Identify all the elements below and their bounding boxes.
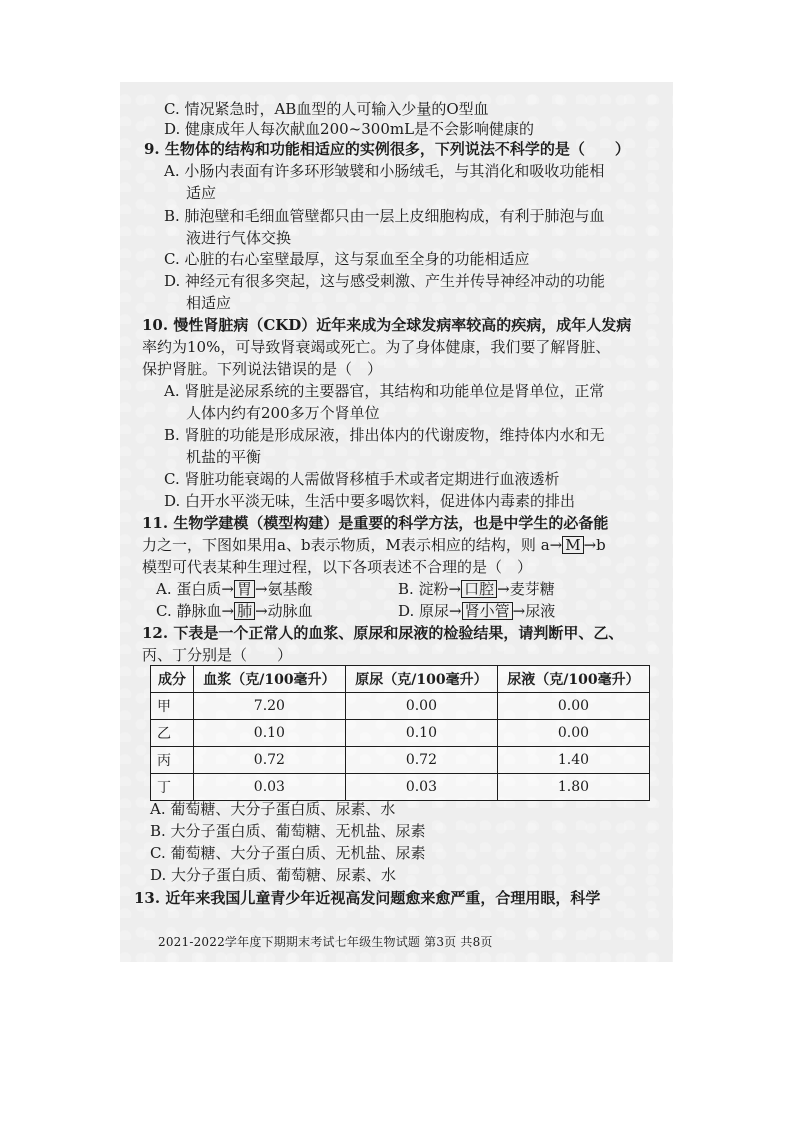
q10-stem-2: 率约为10%，可导致肾衰竭或死亡。为了身体健康，我们要了解肾脏、 (142, 338, 611, 356)
q9-option-a: A. 小肠内表面有许多环形皱襞和小肠绒毛，与其消化和吸收功能相 (164, 162, 605, 180)
table-header: 原尿（克/100毫升） (345, 666, 497, 693)
table-header: 血浆（克/100毫升） (193, 666, 345, 693)
q11-stem-2-text: 力之一，下图如果用a、b表示物质，M表示相应的结构，则 (142, 536, 536, 554)
q10-option-c: C. 肾脏功能衰竭的人需做肾移植手术或者定期进行血液透析 (164, 470, 560, 488)
q10-option-d: D. 白开水平淡无味，生活中要多喝饮料，促进体内毒素的排出 (164, 492, 576, 510)
model-b-arrow: →b (583, 536, 606, 554)
q11-option-d-pre: D. 原尿→ (398, 602, 462, 620)
table-header-row (151, 666, 650, 693)
page-footer: 2021-2022学年度下期期末考试七年级生物试题 第3页 共8页 (158, 935, 493, 949)
q11-stem-3: 模型可代表某种生理过程，以下各项表述不合理的是（ ） (142, 558, 533, 576)
q11-option-d-box: 肾小管 (462, 602, 513, 620)
table-cell: 丙 (151, 747, 194, 774)
q11-option-a (156, 579, 313, 599)
table-cell: 乙 (151, 720, 194, 747)
q9-option-a-cont: 适应 (186, 184, 217, 202)
q12-stem: 12. 下表是一个正常人的血浆、原尿和尿液的检验结果，请判断甲、乙、 (142, 624, 624, 642)
test-results-table (150, 665, 650, 801)
q10-option-a: A. 肾脏是泌尿系统的主要器官，其结构和功能单位是肾单位，正常 (164, 382, 605, 400)
table-cell: 甲 (151, 693, 194, 720)
table-cell: 1.40 (497, 747, 649, 774)
q11-option-c-pre: C. 静脉血→ (156, 602, 235, 620)
q11-option-a-box: 胃 (234, 580, 255, 598)
table-cell: 0.10 (193, 720, 345, 747)
q11-option-c (156, 601, 313, 621)
q10-option-a-cont: 人体内约有200多万个肾单位 (186, 404, 380, 422)
table-row (151, 747, 650, 774)
q11-option-a-post: →氨基酸 (254, 580, 313, 598)
table-cell: 0.72 (345, 747, 497, 774)
q12-option-c: C. 葡萄糖、大分子蛋白质、无机盐、尿素 (150, 844, 426, 862)
q13-stem: 13. 近年来我国儿童青少年近视高发问题愈来愈严重，合理用眼，科学 (134, 889, 601, 907)
q12-option-d: D. 大分子蛋白质、葡萄糖、尿素、水 (150, 866, 397, 884)
q11-stem: 11. 生物学建模（模型构建）是重要的科学方法，也是中学生的必备能 (142, 514, 609, 532)
q12-stem-2: 丙、丁分别是（ ） (142, 646, 293, 664)
table-row (151, 774, 650, 801)
q11-option-b-pre: B. 淀粉→ (398, 580, 462, 598)
q11-option-b (398, 579, 555, 599)
q10-stem: 10. 慢性肾脏病（CKD）近年来成为全球发病率较高的疾病，成年人发病 (142, 316, 632, 334)
table-cell: 7.20 (193, 693, 345, 720)
q11-option-b-box: 口腔 (461, 580, 497, 598)
q11-option-d (398, 601, 555, 621)
table-cell: 0.00 (345, 693, 497, 720)
q9-option-c: C. 心脏的右心室壁最厚，这与泵血至全身的功能相适应 (164, 250, 530, 268)
table-cell: 1.80 (497, 774, 649, 801)
q12-option-a: A. 葡萄糖、大分子蛋白质、尿素、水 (150, 800, 396, 818)
table-header: 尿液（克/100毫升） (497, 666, 649, 693)
table-row (151, 720, 650, 747)
q11-option-b-post: →麦芽糖 (497, 580, 555, 598)
table-cell: 丁 (151, 774, 194, 801)
q9-stem: 9. 生物体的结构和功能相适应的实例很多，下列说法不科学的是（ ） (144, 140, 630, 158)
table-row (151, 693, 650, 720)
model-m-box: M (562, 536, 583, 554)
table-cell: 0.72 (193, 747, 345, 774)
q10-stem-3: 保护肾脏。下列说法错误的是（ ） (142, 360, 383, 378)
q11-option-c-box: 肺 (234, 602, 255, 620)
q11-option-c-post: →动脉血 (255, 602, 313, 620)
q12-option-b: B. 大分子蛋白质、葡萄糖、无机盐、尿素 (150, 822, 426, 840)
table-cell: 0.03 (193, 774, 345, 801)
model-a-arrow: a→ (540, 536, 563, 554)
table-cell: 0.00 (497, 720, 649, 747)
scanned-exam-page (120, 82, 673, 962)
q10-option-b: B. 肾脏的功能是形成尿液，排出体内的代谢废物，维持体内水和无 (164, 426, 605, 444)
table-cell: 0.00 (497, 693, 649, 720)
q11-stem-2 (142, 535, 606, 555)
table-header: 成分 (151, 666, 194, 693)
q10-option-b-cont: 机盐的平衡 (186, 448, 262, 466)
table-cell: 0.10 (345, 720, 497, 747)
q9-option-d-cont: 相适应 (186, 294, 232, 312)
q11-option-d-post: →尿液 (512, 602, 556, 620)
q8-option-d: D. 健康成年人每次献血200~300mL是不会影响健康的 (164, 120, 535, 138)
q9-option-b: B. 肺泡壁和毛细血管壁都只由一层上皮细胞构成，有利于肺泡与血 (164, 207, 605, 225)
q11-option-a-pre: A. 蛋白质→ (156, 580, 234, 598)
q8-option-c: C. 情况紧急时，AB血型的人可输入少量的O型血 (164, 100, 489, 118)
q9-option-d: D. 神经元有很多突起，这与感受刺激、产生并传导神经冲动的功能 (164, 272, 606, 290)
table-cell: 0.03 (345, 774, 497, 801)
q9-option-b-cont: 液进行气体交换 (186, 229, 292, 247)
